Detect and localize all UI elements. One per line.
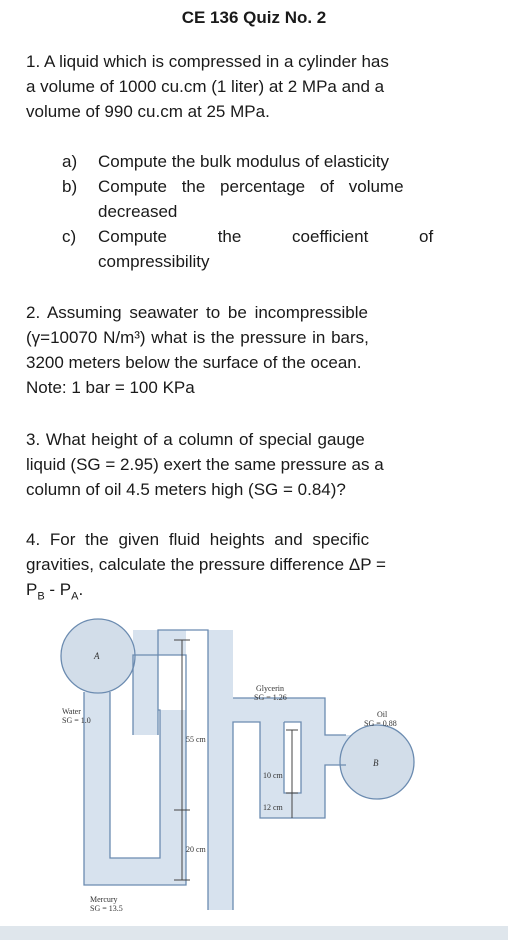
question-4-line-1: 4. For the given fluid heights and specific [26, 530, 370, 549]
oil-sg-label: SG = 0.88 [364, 719, 397, 728]
question-1-part-a [62, 149, 488, 174]
tank-a-label: A [94, 651, 100, 661]
quiz-title: CE 136 Quiz No. 2 [181, 8, 327, 27]
question-1-part-c [62, 224, 488, 274]
part-label: c) [62, 227, 77, 246]
question-4-line-2: gravities, calculate the pressure difference ΔP = [26, 555, 386, 574]
question-1 [26, 49, 488, 124]
part-text: Compute the coefficient of [98, 227, 434, 246]
dimension-20cm-label: 20 cm [186, 845, 206, 854]
oil-name-label: Oil [377, 710, 388, 719]
question-1-part-b [62, 174, 488, 224]
question-2-line-1: 2. Assuming seawater to be incompressible [26, 303, 368, 322]
part-text: compressibility [98, 252, 210, 271]
question-1-parts [62, 149, 488, 274]
question-4-line-3: $P_B - P_A$. [26, 580, 84, 603]
dimension-10cm-label: 10 cm [263, 771, 283, 780]
bottom-strip [0, 926, 508, 940]
question-3 [26, 427, 488, 502]
question-3-line-3: column of oil 4.5 meters high (SG = 0.84)? [26, 480, 346, 499]
dimension-55cm-label: 55 cm [186, 735, 206, 744]
mercury-sg-label: SG = 13.5 [90, 904, 123, 913]
question-1-line-1: 1. A liquid which is compressed in a cylinder has [26, 52, 389, 71]
tank-b-label: B [373, 758, 379, 768]
part-text: decreased [98, 202, 178, 221]
mercury-name-label: Mercury [90, 895, 118, 904]
water-sg-label: SG = 1.0 [62, 716, 91, 725]
part-label: b) [62, 177, 78, 196]
question-1-line-3: volume of 990 cu.cm at 25 MPa. [26, 102, 270, 121]
question-2 [26, 300, 488, 400]
glycerin-name-label: Glycerin [256, 684, 284, 693]
question-2-line-4: Note: 1 bar = 100 KPa [26, 378, 195, 397]
question-4 [26, 527, 488, 609]
liquid-fill [61, 619, 414, 910]
dimension-12cm-label: 12 cm [263, 803, 283, 812]
question-2-line-2: (γ=10070 N/m³) what is the pressure in bars, [26, 328, 369, 347]
question-3-line-2: liquid (SG = 2.95) exert the same pressure as a [26, 455, 384, 474]
question-1-line-2: a volume of 1000 cu.cm (1 liter) at 2 MPa and a [26, 77, 385, 96]
glycerin-sg-label: SG = 1.26 [254, 693, 287, 702]
part-text: Compute the percentage of volume [98, 177, 404, 196]
question-2-line-3: 3200 meters below the surface of the ocean. [26, 353, 362, 372]
part-label: a) [62, 152, 78, 171]
manometer-figure [0, 610, 508, 920]
part-text: Compute the bulk modulus of elasticity [98, 152, 390, 171]
water-name-label: Water [62, 707, 81, 716]
question-3-line-1: 3. What height of a column of special gauge [26, 430, 365, 449]
